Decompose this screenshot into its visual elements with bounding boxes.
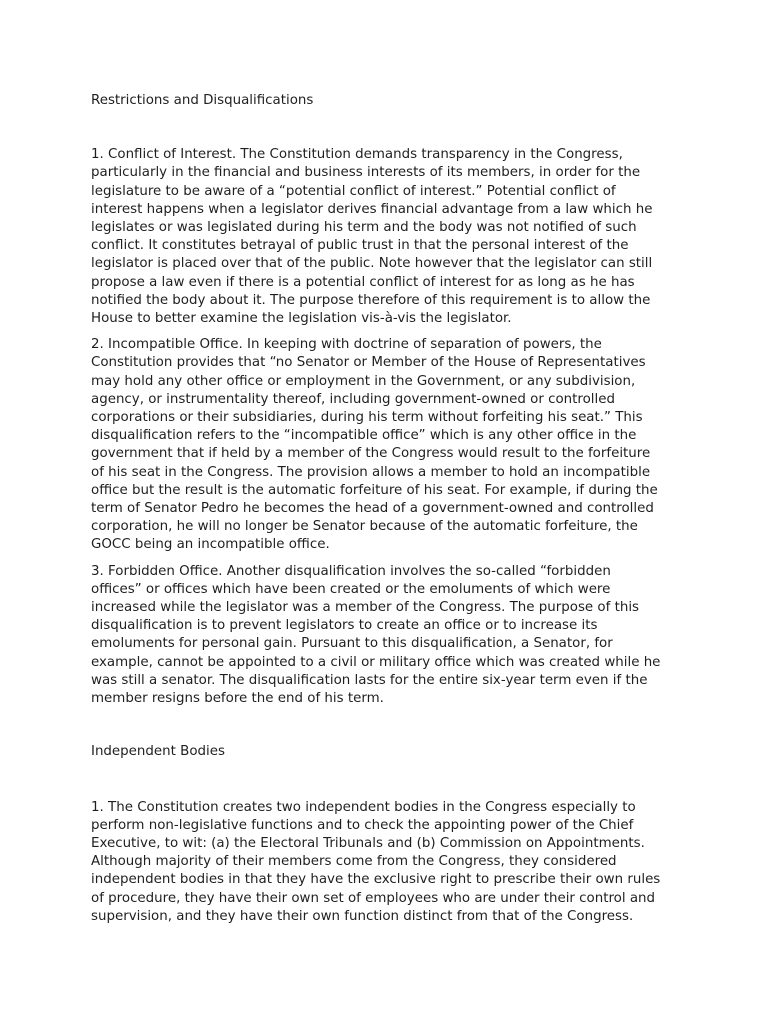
- section-heading: Restrictions and Disqualifications: [91, 93, 314, 108]
- text-line: of his seat in the Congress. The provision allows a member to hold an incompatible: [91, 464, 651, 480]
- text-line: Constitution provides that “no Senator or Member of the House of Representatives: [91, 355, 646, 371]
- paragraph-conflict-of-interest: [91, 146, 680, 328]
- text-line: term of Senator Pedro he becomes the head of a government-owned and controlled: [91, 501, 654, 517]
- text-line: House to better examine the legislation vis-à-vis the legislator.: [91, 311, 512, 327]
- text-line: increased while the legislator was a member of the Congress. The purpose of this: [91, 600, 640, 616]
- text-line: 3. Forbidden Office. Another disqualification involves the so-called “forbidden: [91, 563, 611, 579]
- text-line: 1. The Constitution creates two independent bodies in the Congress especially to: [91, 799, 636, 815]
- text-line: legislature to be aware of a “potential conflict of interest.” Potential conflict of: [91, 183, 616, 199]
- text-line: 1. Conflict of Interest. The Constitution demands transparency in the Congress,: [91, 147, 623, 163]
- text-line: of procedure, they have their own set of employees who are under their control and: [91, 890, 656, 906]
- text-line: emoluments for personal gain. Pursuant to this disqualification, a Senator, for: [91, 636, 613, 652]
- text-line: perform non-legislative functions and to check the appointing power of the Chief: [91, 817, 634, 833]
- section-independent-bodies: [91, 743, 680, 926]
- text-line: offices” or offices which have been created or the emoluments of which were: [91, 581, 611, 597]
- text-line: Executive, to wit: (a) the Electoral Tribunals and (b) Commission on Appointments.: [91, 835, 645, 851]
- text-line: agency, or instrumentality thereof, including government-owned or controlled: [91, 391, 615, 407]
- section-heading: Independent Bodies: [91, 744, 225, 760]
- paragraph-incompatible-office: [91, 336, 680, 554]
- paragraph-independent-bodies: [91, 799, 680, 926]
- text-line: GOCC being an incompatible office.: [91, 537, 330, 553]
- text-line: conflict. It constitutes betrayal of public trust in that the personal interest of the: [91, 238, 629, 254]
- text-line: supervision, and they have their own function distinct from that of the Congress.: [91, 908, 634, 924]
- text-line: disqualification refers to the “incompatible office” which is any other office in the: [91, 428, 637, 444]
- text-line: propose a law even if there is a potential conflict of interest for as long as he has: [91, 274, 635, 290]
- text-line: notified the body about it. The purpose therefore of this requirement is to allow the: [91, 292, 651, 308]
- text-line: 2. Incompatible Office. In keeping with doctrine of separation of powers, the: [91, 337, 602, 353]
- text-line: legislates or was legislated during his term and the body was not notified of such: [91, 220, 637, 236]
- text-line: particularly in the financial and business interests of its members, in order for the: [91, 165, 641, 181]
- text-line: example, cannot be appointed to a civil or military office which was created while he: [91, 654, 661, 670]
- text-line: Although majority of their members come from the Congress, they considered: [91, 854, 617, 870]
- text-line: government that if held by a member of the Congress would result to the forfeiture: [91, 446, 651, 462]
- text-line: member resigns before the end of his term.: [91, 691, 384, 707]
- text-line: interest happens when a legislator derives financial advantage from a law which he: [91, 201, 653, 217]
- text-line: may hold any other office or employment in the Government, or any subdivision,: [91, 373, 636, 389]
- text-line: legislator is placed over that of the public. Note however that the legislator can still: [91, 256, 653, 272]
- text-line: disqualification is to prevent legislators to create an office or to increase its: [91, 618, 598, 634]
- text-line: office but the result is the automatic forfeiture of his seat. For example, if during the: [91, 482, 658, 498]
- section-restrictions-and-disqualifications: [91, 92, 680, 708]
- text-line: was still a senator. The disqualification lasts for the entire six-year term even if the: [91, 672, 648, 688]
- text-line: corporations or their subsidiaries, during his term without forfeiting his seat.” This: [91, 410, 643, 426]
- text-line: independent bodies in that they have the exclusive right to prescribe their own rules: [91, 872, 661, 888]
- text-line: corporation, he will no longer be Senator because of the automatic forfeiture, the: [91, 519, 638, 535]
- paragraph-forbidden-office: [91, 563, 680, 709]
